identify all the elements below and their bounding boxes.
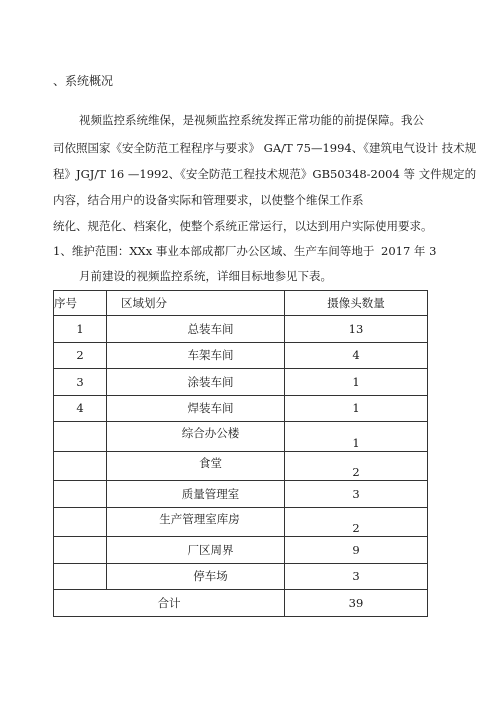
row-index <box>54 481 107 508</box>
row-index: 4 <box>54 395 107 422</box>
row-index <box>54 537 107 564</box>
section-heading: 、系统概况 <box>53 74 114 88</box>
table-row <box>54 369 428 396</box>
row-index <box>54 422 107 452</box>
table-row <box>54 537 428 564</box>
row-index <box>54 563 107 590</box>
paragraph-line: 视频监控系统维保，是视频监控系统发挥正常功能的前提保障。我公 <box>79 113 424 127</box>
row-region: 厂区周界 <box>107 537 285 564</box>
table-row <box>54 563 428 590</box>
row-index <box>54 451 107 481</box>
row-index: 1 <box>54 316 107 343</box>
row-region: 涂装车间 <box>107 369 285 396</box>
table-row <box>54 316 428 343</box>
row-count: 1 <box>285 369 428 396</box>
row-count: 2 <box>285 507 428 537</box>
row-count: 3 <box>285 563 428 590</box>
header-count: 摄像头数量 <box>285 291 428 316</box>
row-region: 焊装车间 <box>107 395 285 422</box>
row-count: 2 <box>285 451 428 481</box>
table-total-row <box>54 590 428 617</box>
table-row <box>54 481 428 508</box>
paragraph-line: 内容，结合用户的设备实际和管理要求，以使整个维保工作系 <box>53 193 364 207</box>
table-row <box>54 451 428 481</box>
row-count: 9 <box>285 537 428 564</box>
table-row <box>54 395 428 422</box>
row-count: 4 <box>285 342 428 369</box>
row-count: 1 <box>285 395 428 422</box>
total-label: 合计 <box>54 590 285 617</box>
camera-region-table <box>53 290 428 617</box>
scope-line: 1、维护范围：XXx 事业本部成都厂办公区域、生产车间等地于 <box>53 244 375 258</box>
table-row <box>54 422 428 452</box>
total-count: 39 <box>285 590 428 617</box>
row-region: 车架车间 <box>107 342 285 369</box>
row-region: 生产管理室库房 <box>107 507 285 537</box>
row-count: 13 <box>285 316 428 343</box>
header-index: 序号 <box>54 291 107 316</box>
paragraph-line: 程》JGJ/T 16 —1992、《安全防范工程技术规范》GB50348-2004 等 文件规定的 <box>53 167 477 181</box>
row-region: 食堂 <box>107 451 285 481</box>
table-row <box>54 507 428 537</box>
row-count: 1 <box>285 422 428 452</box>
row-index: 3 <box>54 369 107 396</box>
scope-line: 月前建设的视频监控系统，详细目标地参见下表。 <box>79 269 332 283</box>
row-index <box>54 507 107 537</box>
row-region: 停车场 <box>107 563 285 590</box>
table-header-row <box>54 291 428 316</box>
table-row <box>54 342 428 369</box>
row-index: 2 <box>54 342 107 369</box>
paragraph-line: 统化、规范化、档案化，使整个系统正常运行，以达到用户实际使用要求。 <box>53 219 433 233</box>
scope-year: 2017 年 3 <box>381 244 437 258</box>
header-region: 区域划分 <box>107 291 285 316</box>
row-count: 3 <box>285 481 428 508</box>
row-region: 总装车间 <box>107 316 285 343</box>
row-region: 综合办公楼 <box>107 422 285 452</box>
row-region: 质量管理室 <box>107 481 285 508</box>
paragraph-line: 司依照国家《安全防范工程程序与要求》 GA/T 75—1994、《建筑电气设计 技术规 <box>53 141 477 155</box>
